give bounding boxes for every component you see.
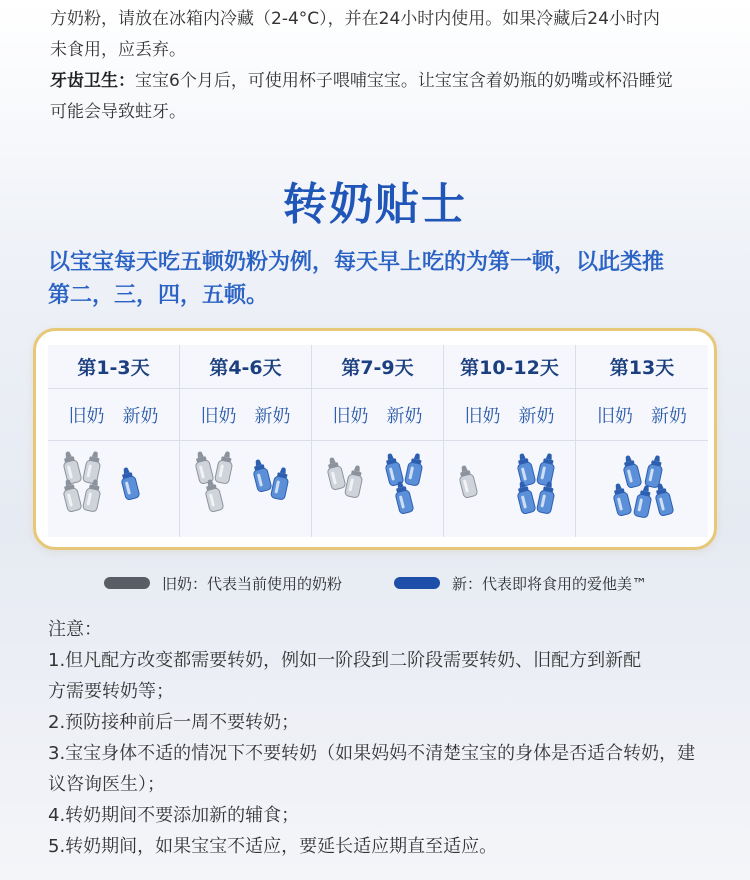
label-cell <box>180 389 312 441</box>
notes <box>48 614 728 862</box>
bottles-day-4 <box>180 441 311 537</box>
day-header <box>180 345 312 389</box>
notes-heading: 注意： <box>48 619 102 640</box>
new-label: 新奶 <box>518 405 555 427</box>
bottle-cell <box>48 441 180 537</box>
label-cell <box>576 389 708 441</box>
schedule-card <box>33 328 717 550</box>
intro-line-1: 方奶粉，请放在冰箱内冷藏（2-4°C），并在24小时内使用。如果冷藏后24小时内 <box>50 9 660 29</box>
new-bottle-icon <box>116 465 145 507</box>
note-5: 5.转奶期间，如果宝宝不适应，要延长适应期直至适应。 <box>48 836 498 857</box>
new-swatch <box>394 577 440 589</box>
bottle-cell <box>576 441 708 537</box>
intro-line-2: 未食用，应丢弃。 <box>50 40 186 60</box>
bottles-day-13 <box>576 441 708 537</box>
dental-line-2: 可能会导致蛀牙。 <box>50 102 186 122</box>
legend <box>104 572 724 596</box>
legend-old-text: 旧奶：代表当前使用的奶粉 <box>162 575 343 593</box>
note-1b: 方需要转奶等； <box>48 681 174 702</box>
day-header <box>576 345 708 389</box>
day-label: 第7-9天 <box>341 357 414 379</box>
dental-label: 牙齿卫生： <box>50 71 135 91</box>
dental-line-1 <box>50 66 720 97</box>
note-2: 2.预防接种前后一周不要转奶； <box>48 712 300 733</box>
schedule-grid <box>48 345 708 537</box>
old-label: 旧奶 <box>597 405 633 427</box>
subtitle <box>48 246 718 312</box>
day-label: 第13天 <box>609 357 675 379</box>
day-label: 第10-12天 <box>460 357 559 379</box>
note-3a: 3.宝宝身体不适的情况下不要转奶（如果妈妈不清楚宝宝的身体是否适合转奶，建 <box>48 743 696 764</box>
bottles-day-1 <box>48 441 179 537</box>
day-header <box>444 345 576 389</box>
old-label: 旧奶 <box>464 405 501 427</box>
bottles-day-7 <box>312 441 443 537</box>
old-label: 旧奶 <box>68 405 105 427</box>
new-label: 新奶 <box>651 405 687 427</box>
day-header <box>48 345 180 389</box>
new-label: 新奶 <box>254 405 291 427</box>
new-bottle-icon <box>650 481 679 523</box>
day-label: 第4-6天 <box>209 357 282 379</box>
note-1a: 1.但凡配方改变都需要转奶，例如一阶段到二阶段需要转奶、旧配方到新配 <box>48 650 642 671</box>
old-label: 旧奶 <box>200 405 237 427</box>
subtitle-line-1: 以宝宝每天吃五顿奶粉为例，每天早上吃的为第一顿，以此类推 <box>48 250 665 275</box>
dental-text-1: 宝宝6个月后，可使用杯子喂哺宝宝。让宝宝含着奶瓶的奶嘴或杯沿睡觉 <box>135 71 673 91</box>
old-label: 旧奶 <box>332 405 369 427</box>
subtitle-line-2: 第二，三，四，五顿。 <box>48 283 269 308</box>
label-cell <box>312 389 444 441</box>
old-swatch <box>104 577 150 589</box>
legend-new-text: 新：代表即将食用的爱他美™ <box>452 575 648 593</box>
page-title: 转奶贴士 <box>283 179 467 230</box>
bottles-day-10 <box>444 441 575 537</box>
intro-text <box>50 4 720 128</box>
note-4: 4.转奶期间不要添加新的辅食； <box>48 805 300 826</box>
day-label: 第1-3天 <box>77 357 150 379</box>
bottle-cell <box>312 441 444 537</box>
label-cell <box>444 389 576 441</box>
note-3b: 议咨询医生）； <box>48 774 165 795</box>
bottle-cell <box>180 441 312 537</box>
day-header <box>312 345 444 389</box>
bottle-cell <box>444 441 576 537</box>
label-cell <box>48 389 180 441</box>
new-label: 新奶 <box>386 405 423 427</box>
new-label: 新奶 <box>122 405 159 427</box>
old-bottle-icon <box>454 463 483 505</box>
